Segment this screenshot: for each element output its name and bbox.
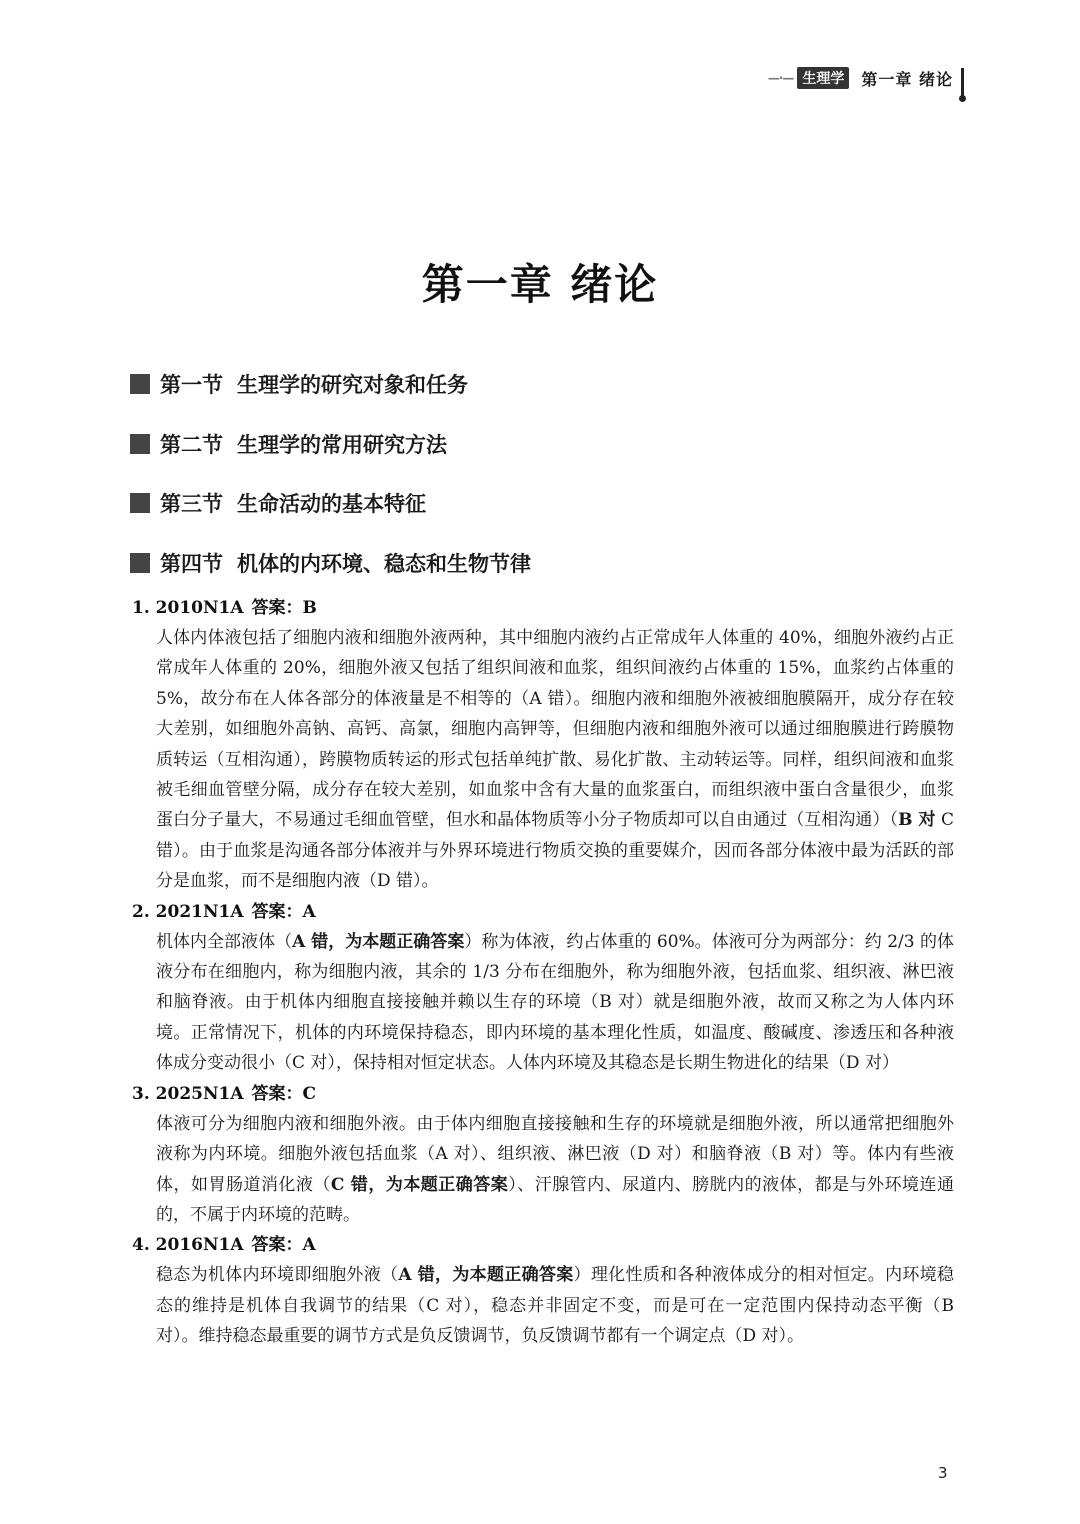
section-number: 第三节 bbox=[160, 492, 223, 516]
section-number: 第四节 bbox=[160, 552, 223, 576]
section-title: 生理学的研究对象和任务 bbox=[237, 373, 468, 397]
section-title: 生理学的常用研究方法 bbox=[237, 433, 447, 457]
emphasis-text: C 错，为本题正确答案 bbox=[330, 1174, 509, 1195]
answer-label: 答案：A bbox=[251, 901, 316, 922]
section-heading-4 bbox=[130, 548, 531, 578]
body-text: ）称为体液，约占体重的 60%。体液可分为两部分：约 2/3 的体液分布在细胞内，称为细胞内液，其余的 1/3 分布在细胞外，称为细胞外液，包括血浆、组织液、淋巴液和脑脊液。由于机体内细胞直接接触并赖以生存的环境（B 对）就是细胞外液，故而又称之为人体内环境。正常情况下，机体的内环境保持稳态，即内环境的基本理化性质，如温度、酸碱度、渗透压和各种液体成分变动很小（C 对），保持相对恒定状态。人体内环境及其稳态是长期生物进化的结果（D 对） bbox=[156, 931, 955, 1074]
answer-explanation bbox=[156, 1260, 954, 1351]
body-text: 稳态为机体内环境即细胞外液（ bbox=[156, 1265, 399, 1286]
question-header bbox=[132, 1230, 954, 1260]
running-header bbox=[768, 62, 964, 94]
question-id: 2. 2021N1A bbox=[132, 901, 244, 922]
section-title: 生命活动的基本特征 bbox=[237, 492, 426, 516]
question-item bbox=[132, 897, 954, 1079]
section-bullet-icon bbox=[130, 434, 150, 454]
answer-label: 答案：B bbox=[251, 598, 317, 618]
question-header bbox=[132, 1079, 954, 1109]
header-ornament: —·— bbox=[767, 71, 794, 85]
answer-label: 答案：A bbox=[251, 1235, 316, 1256]
answer-explanation bbox=[156, 927, 954, 1079]
answer-list bbox=[132, 593, 954, 1352]
body-text: 人体内体液包括了细胞内液和细胞外液两种，其中细胞内液约占正常成年人体重的 40%，细胞外液约占正常成年人体重的 20%，细胞外液又包括了组织间液和血浆，组织间液约占体重的 15%，血浆约占体重的 5%，故分布在人体各部分的体液量是不相等的（A 错）。细胞内液和细胞外液被细胞膜隔开，成分存在较大差别，如细胞外高钠、高钙、高氯，细胞内高钾等，但细胞内液和细胞外液可以通过细胞膜进行跨膜物质转运（互相沟通），跨膜物质转运的形式包括单纯扩散、易化扩散、主动转运等。同样，组织间液和血浆被毛细血管壁分隔，成分存在较大差别，如血浆中含有大量的血浆蛋白，而组织液中蛋白含量很少，血浆蛋白分子量大，不易通过毛细血管壁，但水和晶体物质等小分子物质却可以自由通过（互相沟通）（ bbox=[156, 628, 954, 831]
body-text: 体液可分为细胞内液和细胞外液。由于体内细胞直接接触和生存的环境就是细胞外液，所以通常把细胞外液称为内环境。细胞外液包括血浆（A 对）、组织液、淋巴液（D 对）和脑脊液（B 对）等。体内有些液体，如胃肠道消化液（ bbox=[156, 1113, 954, 1195]
section-bullet-icon bbox=[130, 374, 150, 394]
header-rule bbox=[961, 68, 964, 100]
question-id: 1. 2010N1A bbox=[132, 598, 244, 618]
body-text: ）理化性质和各种液体成分的相对恒定。内环境稳态的维持是机体自我调节的结果（C 对），稳态并非固定不变，而是可在一定范围内保持动态平衡（B 对）。维持稳态最重要的调节方式是负反馈调节，负反馈调节都有一个调定点（D 对）。 bbox=[156, 1265, 955, 1347]
section-heading-2 bbox=[130, 429, 447, 459]
section-bullet-icon bbox=[130, 493, 150, 513]
answer-label: 答案：C bbox=[251, 1083, 317, 1104]
question-header bbox=[132, 593, 954, 623]
header-chapter: 第一章 绪论 bbox=[861, 69, 953, 89]
question-item bbox=[132, 1230, 954, 1351]
question-header bbox=[132, 897, 954, 927]
section-bullet-icon bbox=[130, 553, 150, 573]
question-item bbox=[132, 1079, 954, 1231]
body-text: 机体内全部液体（ bbox=[156, 931, 293, 952]
answer-explanation bbox=[156, 623, 954, 897]
question-id: 3. 2025N1A bbox=[132, 1083, 244, 1104]
emphasis-text: B 对 bbox=[898, 810, 936, 831]
section-number: 第二节 bbox=[160, 433, 223, 457]
body-text: ）、汗腺管内、尿道内、膀胱内的液体，都是与外环境连通的，不属于内环境的范畴。 bbox=[156, 1174, 955, 1225]
section-heading-1 bbox=[130, 369, 468, 399]
question-id: 4. 2016N1A bbox=[132, 1235, 244, 1256]
question-item bbox=[132, 593, 954, 897]
body-text: C 错）。由于血浆是沟通各部分体液并与外界环境进行物质交换的重要媒介，因而各部分体液中最为活跃的部分是血浆，而不是细胞内液（D 错）。 bbox=[156, 810, 954, 892]
emphasis-text: A 错，为本题正确答案 bbox=[292, 931, 465, 952]
page-number: 3 bbox=[938, 1464, 948, 1482]
emphasis-text: A 错，为本题正确答案 bbox=[398, 1265, 574, 1286]
book-title-badge: 生理学 bbox=[797, 67, 849, 89]
answer-explanation bbox=[156, 1109, 954, 1231]
chapter-title: 第一章 绪论 bbox=[421, 260, 659, 309]
section-title: 机体的内环境、稳态和生物节律 bbox=[237, 552, 531, 576]
section-number: 第一节 bbox=[160, 373, 223, 397]
section-heading-3 bbox=[130, 488, 426, 518]
